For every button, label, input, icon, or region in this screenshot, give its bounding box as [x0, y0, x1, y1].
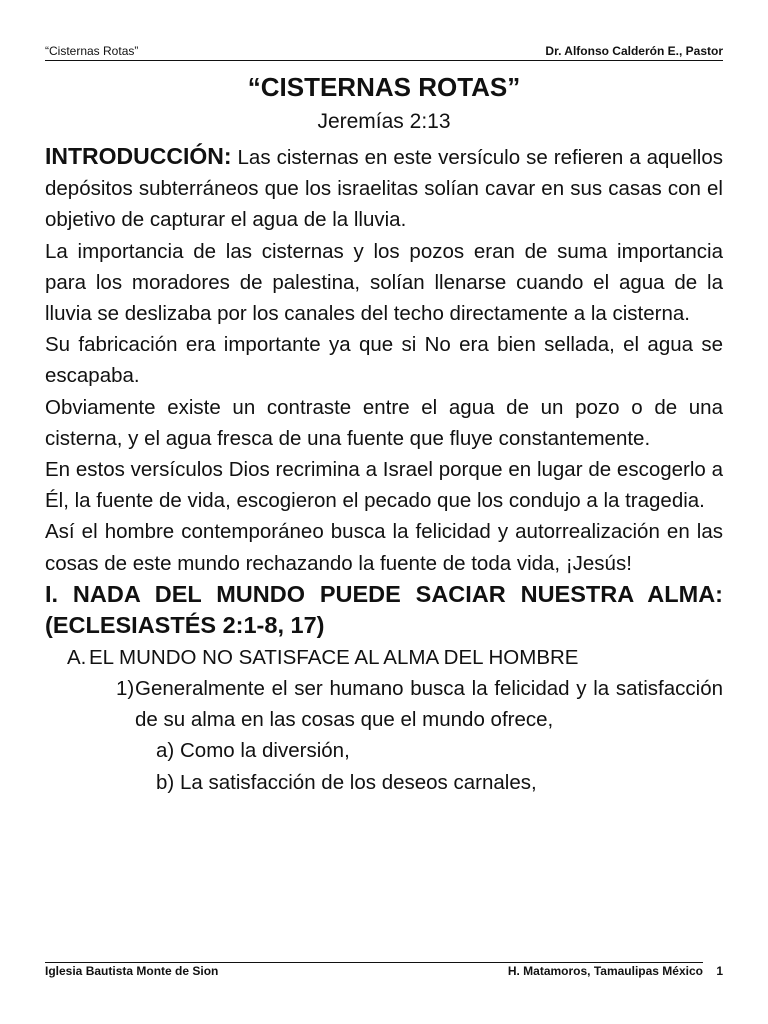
- page-header: [45, 44, 723, 61]
- outline-marker: 1): [116, 677, 135, 701]
- paragraph: Obviamente existe un contraste entre el agua de un pozo o de una cisterna, y el agua fresca de una fuente que fluye constantemente.: [45, 395, 723, 450]
- outline-point-1: [116, 673, 723, 735]
- paragraph: La importancia de las cisternas y los pozos eran de suma importancia para los moradores de palestina, solían llenarse cuando el agua de la lluvia se deslizaba por los canales del techo directamente a la cisterna.: [45, 239, 723, 326]
- outline-text: La satisfacción de los deseos carnales,: [180, 770, 537, 794]
- page-number: 1: [716, 964, 723, 978]
- footer-church: Iglesia Bautista Monte de Sion: [45, 964, 219, 978]
- intro-text: Las cisternas en este versículo se refieren a aquellos depósitos subterráneos que los israelitas solían cavar en sus casas con el objetivo de capturar el agua de la lluvia.: [45, 146, 723, 232]
- outline-text: EL MUNDO NO SATISFACE AL ALMA DEL HOMBRE: [89, 645, 579, 669]
- section-heading: I. NADA DEL MUNDO PUEDE SACIAR NUESTRA ALMA: (ECLESIASTÉS 2:1-8, 17): [45, 580, 723, 639]
- paragraph: Su fabricación era importante ya que si No era bien sellada, el agua se escapaba.: [45, 333, 723, 388]
- document-body: [45, 141, 723, 798]
- header-author: Dr. Alfonso Calderón E., Pastor: [545, 44, 723, 58]
- footer-line: [45, 962, 703, 978]
- intro-label: INTRODUCCIÓN:: [45, 143, 232, 169]
- sermon-title: “CISTERNAS ROTAS”: [247, 72, 521, 102]
- outline-text: Generalmente el ser humano busca la felicidad y la satisfacción de su alma en las cosas que el mundo ofrece,: [135, 677, 723, 732]
- header-title: “Cisternas Rotas”: [45, 44, 139, 58]
- scripture-reference: Jeremías 2:13: [317, 110, 451, 133]
- paragraph: Así el hombre contemporáneo busca la felicidad y autorrealización en las cosas de este mundo rechazando la fuente de toda vida, ¡Jesús!: [45, 520, 723, 575]
- outline-item-a: [156, 735, 723, 766]
- page-footer: [45, 962, 723, 978]
- outline-marker: A.: [67, 645, 87, 669]
- outline-marker: a): [156, 739, 175, 763]
- footer-location: H. Matamoros, Tamaulipas México: [507, 964, 703, 978]
- outline-text: Como la diversión,: [180, 739, 350, 763]
- outline-item-b: [156, 767, 723, 798]
- outline-marker: b): [156, 770, 175, 794]
- intro-paragraph: [45, 141, 723, 236]
- paragraph: En estos versículos Dios recrimina a Israel porque en lugar de escogerlo a Él, la fuente de vida, escogieron el pecado que los condujo a la tragedia.: [45, 458, 723, 513]
- outline-subpoint-a: [67, 642, 723, 673]
